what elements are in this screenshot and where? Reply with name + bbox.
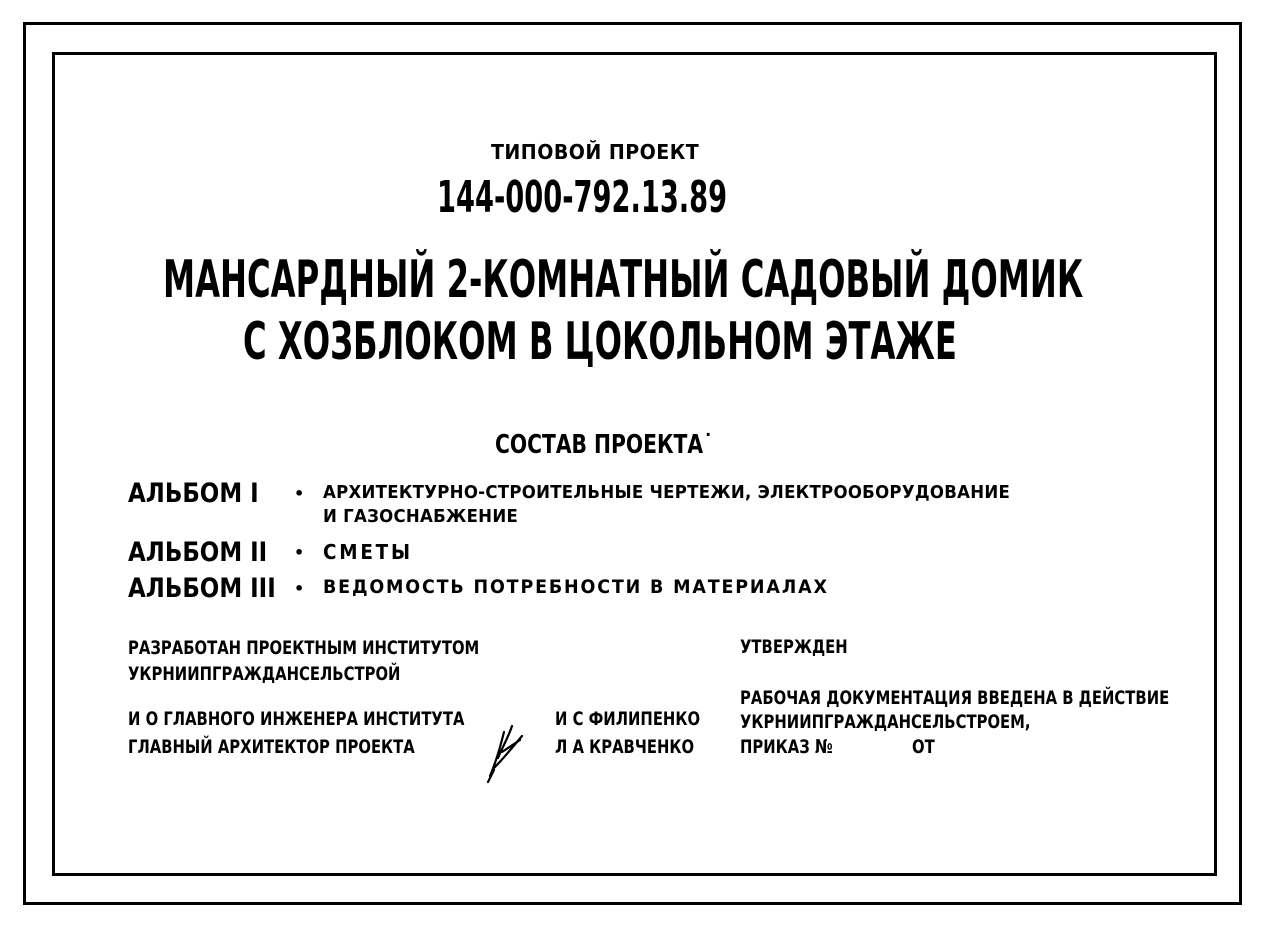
signatory-role-2: ГЛАВНЫЙ АРХИТЕКТОР ПРОЕКТА (128, 736, 415, 758)
album-2-label: АЛЬБОМ II (128, 537, 268, 568)
workdoc-line-1: РАБОЧАЯ ДОКУМЕНТАЦИЯ ВВЕДЕНА В ДЕЙСТВИЕ (740, 687, 1170, 709)
order-number-label: ПРИКАЗ № (740, 736, 833, 758)
doc-number: 144-000-792.13.89 (437, 172, 728, 223)
developer-line-1: РАЗРАБОТАН ПРОЕКТНЫМ ИНСТИТУТОМ (128, 637, 480, 659)
bullet-icon: • (294, 543, 305, 562)
signatory-name-2: Л А КРАВЧЕНКО (555, 736, 695, 758)
album-2-description: СМЕТЫ (323, 540, 413, 564)
bullet-icon: • (294, 579, 305, 598)
contents-heading: СОСТАВ ПРОЕКТА˙ (495, 430, 714, 460)
workdoc-line-2: УКРНИИПГРАЖДАНСЕЛЬСТРОЕМ, (740, 711, 1031, 733)
album-3-description: ВЕДОМОСТЬ ПОТРЕБНОСТИ В МАТЕРИАЛАХ (323, 576, 829, 598)
bullet-icon: • (294, 484, 305, 503)
signatory-role-1: И О ГЛАВНОГО ИНЖЕНЕРА ИНСТИТУТА (128, 708, 465, 730)
approved-label: УТВЕРЖДЕН (740, 636, 848, 658)
album-1-description-line-2: И ГАЗОСНАБЖЕНИЕ (323, 506, 519, 527)
title-line-2: С ХОЗБЛОКОМ В ЦОКОЛЬНОМ ЭТАЖЕ (243, 312, 957, 372)
signature-image (478, 718, 528, 784)
title-line-1: МАНСАРДНЫЙ 2-КОМНАТНЫЙ САДОВЫЙ ДОМИК (163, 250, 1084, 310)
album-1-label: АЛЬБОМ I (128, 478, 259, 509)
order-date-label: ОТ (912, 736, 935, 758)
developer-line-2: УКРНИИПГРАЖДАНСЕЛЬСТРОЙ (128, 663, 401, 685)
signatory-name-1: И С ФИЛИПЕНКО (555, 708, 701, 730)
doc-type: ТИПОВОЙ ПРОЕКТ (491, 140, 700, 164)
album-1-description-line-1: АРХИТЕКТУРНО-СТРОИТЕЛЬНЫЕ ЧЕРТЕЖИ, ЭЛЕКТРООБОРУДОВАНИЕ (323, 482, 1011, 503)
album-3-label: АЛЬБОМ III (128, 573, 276, 604)
